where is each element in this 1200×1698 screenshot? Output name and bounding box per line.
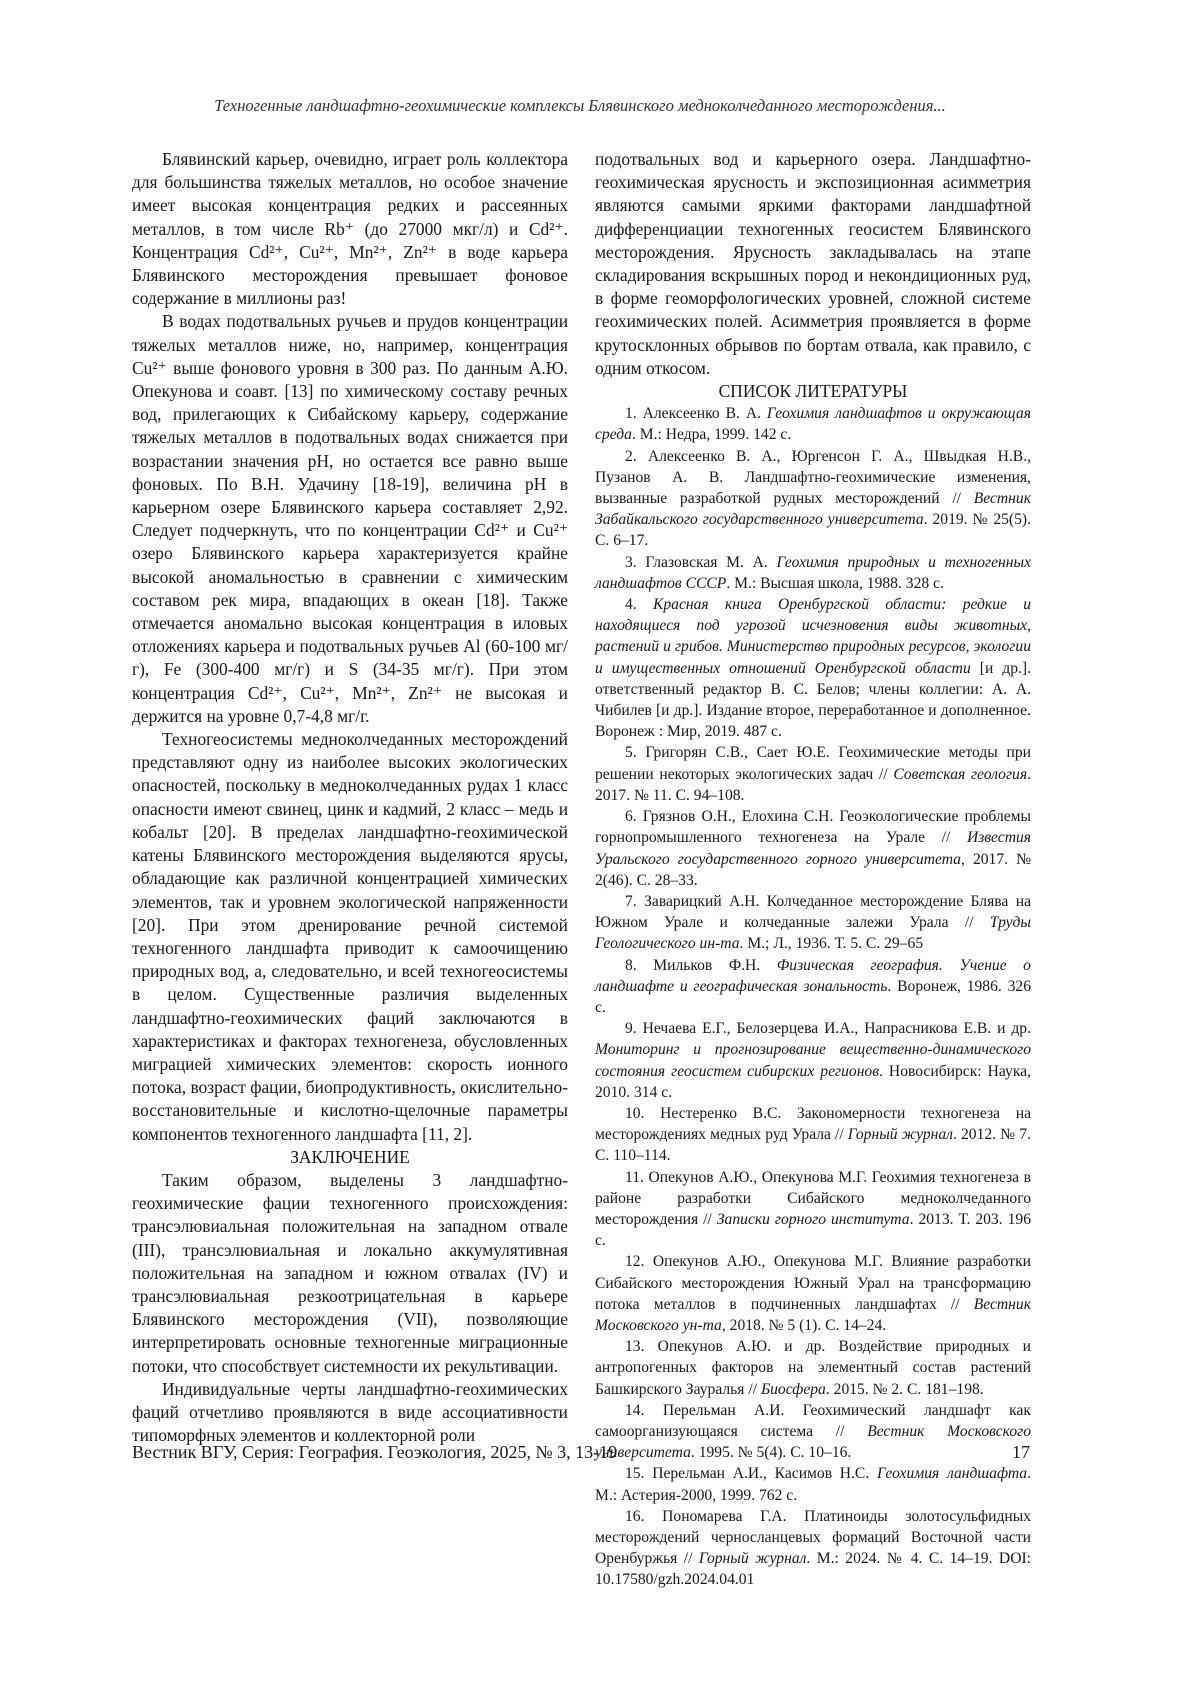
reference-text: . М.: Недра, 1999. 142 с. bbox=[631, 426, 792, 444]
reference-item bbox=[595, 403, 1031, 445]
paragraph: Блявинский карьер, очевидно, играет роль коллектора для большинства тяжелых металлов, но особое значение имеет высокая концентрация редких и рассеянных металлов, в том числе Rb⁺ (до 27000 мкг/л) и Cd²⁺. Концентрация Cd²⁺, Cu²⁺, Mn²⁺, Zn²⁺ в воде карьера Блявинского месторождения превышает фоновое содержание в миллионы раз! bbox=[132, 149, 568, 309]
left-column bbox=[132, 148, 568, 1447]
reference-text: 9. Нечаева Е.Г., Белозерцева И.А., Напрасникова Е.В. и др. bbox=[625, 1020, 1031, 1038]
reference-text: , 2018. № 5 (1). С. 14–24. bbox=[721, 1316, 887, 1334]
reference-title: Горный журнал bbox=[698, 1550, 807, 1568]
reference-title: Вестник Московского университета bbox=[595, 1422, 1031, 1462]
page-number: 17 bbox=[1012, 1442, 1030, 1462]
reference-title: Геохимия ландшафта bbox=[876, 1465, 1028, 1483]
reference-text: 4. bbox=[625, 596, 653, 614]
paragraph: Индивидуальные черты ландшафтно-геохимических фаций отчетливо проявляются в виде ассоциативности типоморфных элементов и коллекторной роли bbox=[132, 1378, 568, 1446]
reference-title: Красная книга Оренбургской области: редкие и находящиеся под угрозой исчезновения виды животных, растений и грибов. Министерство природных ресурсов, экологии и имущественных отношений Оренбургской области bbox=[595, 596, 1032, 677]
references-heading: СПИСОК ЛИТЕРАТУРЫ bbox=[718, 381, 908, 402]
reference-title: Геохимия ландшафтов и окружающая среда bbox=[595, 405, 1031, 444]
reference-text: . М.: 2024. № 4. С. 14–19. DOI: 10.17580/gzh.2024.04.01 bbox=[595, 1550, 1031, 1589]
reference-title: Биосфера bbox=[760, 1380, 826, 1398]
reference-text: 2. Алексеенко В. А., Юргенсон Г. А., Швыдкая Н.В., Пузанов А. В. Ландшафтно-геохимические изменения, вызванные разработкой рудных месторождений // bbox=[595, 447, 1031, 508]
reference-text: 10. Нестеренко В.С. Закономерности техногенеза на месторождениях медных руд Урала // bbox=[595, 1104, 1031, 1144]
running-head: Техногенные ландшафтно-геохимические комплексы Блявинского медноколчеданного месторождения... bbox=[214, 96, 946, 115]
reference-text: . 2013. Т. 203. 196 с. bbox=[595, 1210, 1031, 1250]
reference-item bbox=[595, 1018, 1031, 1103]
reference-item bbox=[595, 1463, 1031, 1505]
reference-item bbox=[595, 594, 1031, 742]
right-column bbox=[595, 148, 1031, 1591]
reference-title: Записки горного института bbox=[716, 1210, 910, 1228]
reference-item bbox=[595, 1167, 1031, 1252]
paragraph: подотвальных вод и карьерного озера. Ландшафтно-геохимическая ярусность и экспозиционная асимметрия являются самыми яркими факторами ландшафтной дифференциации техногенных геосистем Блявинского месторождения. Ярусность закладывалась на этапе складирования вскрышных пород и некондиционных руд, в форме геоморфологических уровней, сложной системе геохимических полей. Асимметрия проявляется в форме крутосклонных обрывов по бортам отвала, как правило, с одним откосом. bbox=[595, 149, 1031, 378]
reference-text: 5. Григорян С.В., Сает Ю.Е. Геохимические методы при решении некоторых экологических задач // bbox=[595, 744, 1031, 783]
reference-text: . 2017. № 11. С. 94–108. bbox=[595, 765, 1031, 804]
reference-text: , 2017. № 2(46). С. 28–33. bbox=[595, 850, 1031, 889]
reference-text: . М.; Л., 1936. Т. 5. С. 29–65 bbox=[739, 935, 924, 953]
reference-text: . 2015. № 2. С. 181–198. bbox=[825, 1380, 984, 1398]
paragraph: В водах подотвальных ручьев и прудов концентрации тяжелых металлов ниже, но, например, концентрация Cu²⁺ выше фонового уровня в 300 раз. По данным А.Ю. Опекунова и соавт. [13] по химическому составу речных вод, прилегающих к Сибайскому карьеру, содержание тяжелых металлов в подотвальных водах снижается при возрастании значения pH, но остается все равно выше фоновых. По В.Н. Удачину [18-19], величина pH в карьерном озере Блявинского карьера составляет 2,92. Следует подчеркнуть, что по концентрации Cd²⁺ и Cu²⁺ озеро Блявинского карьера характеризуется крайне высокой аномальностью в сравнении с химическим составом рек мира, впадающих в океан [18]. Также отмечается аномально высокая концентрация в иловых отложениях карьера и подотвальных ручьев Al (60-100 мг/г), Fe (300-400 мг/г) и S (34-35 мг/г). При этом концентрация Cd²⁺, Cu²⁺, Mn²⁺, Zn²⁺ не высокая и держится на уровне 0,7-4,8 мг/г. bbox=[132, 311, 568, 726]
reference-text: 15. Перельман А.И., Касимов Н.С. bbox=[625, 1465, 877, 1483]
reference-item bbox=[595, 552, 1031, 594]
reference-text: 7. Заварицкий А.Н. Колчеданное месторождение Блява на Южном Урале и колчеданные залежи Урала // bbox=[595, 892, 1031, 932]
reference-item bbox=[595, 1336, 1031, 1400]
reference-text: 11. Опекунов А.Ю., Опекунова М.Г. Геохимия техногенеза в районе разработки Сибайского медноколчеданного месторождения // bbox=[595, 1168, 1031, 1228]
reference-item bbox=[595, 1251, 1031, 1336]
reference-text: . Воронеж, 1986. 326 с. bbox=[595, 977, 1031, 1016]
reference-title: Советская геология bbox=[893, 765, 1028, 783]
reference-list bbox=[595, 403, 1031, 1590]
reference-text: [и др.]. ответственный редактор В. С. Белов; члены коллегии: А. А. Чибилев [и др.]. Издание второе, переработанное и дополненное. Воронеж : Мир, 2019. 487 с. bbox=[595, 659, 1031, 741]
reference-title: Вестник Забайкальского государственного университета bbox=[595, 490, 1031, 529]
reference-item bbox=[595, 955, 1031, 1019]
journal-citation: Вестник ВГУ, Серия: География. Геоэкология, 2025, № 3, 13-19 bbox=[132, 1442, 618, 1462]
reference-text: 8. Мильков Ф.Н. bbox=[625, 956, 777, 974]
reference-text: 3. Глазовская М. А. bbox=[625, 553, 777, 571]
reference-title: Вестник Московского ун-та bbox=[595, 1295, 1031, 1334]
page-footer bbox=[132, 1442, 1030, 1463]
reference-text: . 2019. № 25(5). С. 6–17. bbox=[595, 511, 1032, 550]
reference-text: . М.: Астерия-2000, 1999. 762 с. bbox=[595, 1465, 1031, 1504]
reference-title: Мониторинг и прогнозирование вещественно-динамического состояния геосистем сибирских регионов bbox=[595, 1041, 1031, 1080]
reference-item bbox=[595, 742, 1031, 806]
reference-item bbox=[595, 446, 1031, 552]
reference-item bbox=[595, 891, 1031, 955]
reference-text: 12. Опекунов А.Ю., Опекунова М.Г. Влияние разработки Сибайского месторождения Южный Урал на трансформацию потока металлов в подчиненных ландшафтах // bbox=[595, 1253, 1031, 1313]
reference-item bbox=[595, 1103, 1031, 1167]
reference-text: 16. Пономарева Г.А. Платиноиды золотосульфидных месторождений черносланцевых формаций Восточной части Оренбуржья // bbox=[595, 1507, 1031, 1568]
reference-item bbox=[595, 1506, 1031, 1591]
reference-text: . М.: Высшая школа, 1988. 328 с. bbox=[726, 574, 944, 592]
reference-text: 6. Грязнов О.Н., Елохина С.Н. Геоэкологические проблемы горнопромышленного техногенеза на Урале // bbox=[595, 808, 1031, 847]
conclusion-heading: ЗАКЛЮЧЕНИЕ bbox=[290, 1146, 410, 1167]
reference-text: 14. Перельман А.И. Геохимический ландшафт как самоорганизующаяся система // bbox=[595, 1401, 1031, 1440]
reference-item bbox=[595, 806, 1031, 891]
reference-text: . 2012. № 7. С. 110–114. bbox=[595, 1126, 1031, 1165]
reference-text: 13. Опекунов А.Ю. и др. Воздействие природных и антропогенных факторов на элементный состав растений Башкирского Зауралья // bbox=[595, 1338, 1031, 1398]
reference-text: . Новосибирск: Наука, 2010. 314 с. bbox=[595, 1062, 1031, 1101]
paragraph: Таким образом, выделены 3 ландшафтно-геохимические фации техногенного происхождения: трансэлювиальная положительная на западном отвале (III), трансэлювиальная и локально аккумулятивная положительная на западном и южном отвалах (IV) и трансэлювиальная резкоотрицательная в карьере Блявинского месторождения (VII), позволяющие интерпретировать основные техногенные миграционные потоки, что способствует системности их рекультивации. bbox=[132, 1169, 568, 1376]
reference-text: 1. Алексеенко В. А. bbox=[625, 405, 767, 423]
reference-title: Труды Геологического ин-та bbox=[595, 914, 1031, 953]
reference-title: Горный журнал bbox=[847, 1126, 953, 1144]
reference-title: Геохимия природных и техногенных ландшафтов СССР bbox=[595, 553, 1031, 592]
reference-title: Известия Уральского государственного горного университета bbox=[595, 829, 1031, 868]
reference-text: . 1995. № 5(4). С. 10–16. bbox=[690, 1444, 852, 1462]
reference-title: Физическая география. Учение о ландшафте и географическая зональность bbox=[595, 956, 1031, 995]
paragraph: Техногеосистемы медноколчеданных месторождений представляют одну из наиболее высоких экологических опасностей, поскольку в медноколчеданных рудах 1 класс опасности имеют свинец, цинк и кадмий, 2 класс – медь и кобальт [20]. В пределах ландшафтно-геохимической катены Блявинского месторождения выделяются ярусы, обладающие как различной концентрацией химических элементов, так и уровнем экологической напряженности [20]. При этом дренирование речной системой техногенного ландшафта приводит к самоочищению природных вод, а, следовательно, и всей техногеосистемы в целом. Существенные различия выделенных ландшафтно-геохимических фаций заключаются в характеристиках и факторах техногенеза, обусловленных миграцией химических элементов: скорость ионного потока, возраст фации, биопродуктивность, окислительно-восстановительные и кислотно-щелочные параметры компонентов техногенного ландшафта [11, 2]. bbox=[132, 729, 568, 1144]
